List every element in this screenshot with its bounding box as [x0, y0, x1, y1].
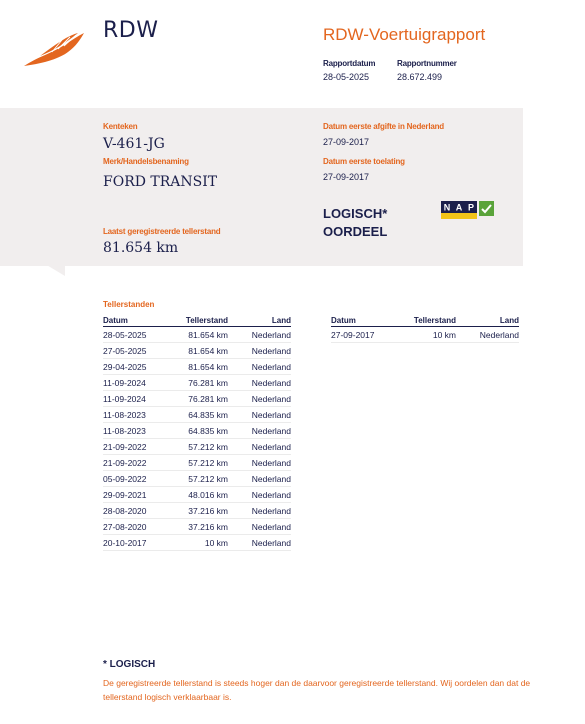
table-row	[103, 455, 291, 471]
table-row	[103, 503, 291, 519]
cell-odometer: 57.212 km	[173, 439, 228, 455]
cell-country: Nederland	[228, 535, 291, 551]
cell-country: Nederland	[228, 343, 291, 359]
odometer-table-right	[331, 315, 519, 343]
cell-date: 28-05-2025	[103, 327, 173, 343]
verdict-line-1: LOGISCH*	[323, 206, 388, 221]
kenteken-value: V-461-JG	[103, 136, 165, 152]
cell-odometer: 76.281 km	[173, 391, 228, 407]
cell-odometer: 76.281 km	[173, 375, 228, 391]
odometer-table-left	[103, 315, 291, 551]
cell-odometer: 81.654 km	[173, 327, 228, 343]
nap-letter-a: A	[455, 202, 463, 213]
cell-date: 11-08-2023	[103, 423, 173, 439]
table-row	[103, 423, 291, 439]
cell-date: 27-09-2017	[331, 327, 401, 343]
cell-country: Nederland	[228, 391, 291, 407]
cell-date: 20-10-2017	[103, 535, 173, 551]
table-row	[103, 535, 291, 551]
cell-country: Nederland	[228, 487, 291, 503]
cell-country: Nederland	[228, 519, 291, 535]
table-row	[103, 471, 291, 487]
nap-letter-n: N	[443, 202, 451, 213]
cell-odometer: 64.835 km	[173, 407, 228, 423]
odometer-section-title: Tellerstanden	[103, 300, 155, 309]
merk-value: FORD TRANSIT	[103, 174, 218, 190]
nap-logo-icon	[441, 201, 494, 221]
column-header-date: Datum	[331, 315, 401, 327]
cell-odometer: 81.654 km	[173, 359, 228, 375]
table-row	[103, 359, 291, 375]
cell-odometer: 37.216 km	[173, 503, 228, 519]
cell-country: Nederland	[228, 455, 291, 471]
footnote-title: * LOGISCH	[103, 659, 156, 670]
cell-country: Nederland	[456, 327, 519, 343]
report-title: RDW-Voertuigrapport	[323, 25, 486, 44]
cell-country: Nederland	[228, 503, 291, 519]
cell-date: 11-08-2023	[103, 407, 173, 423]
cell-date: 21-09-2022	[103, 439, 173, 455]
kenteken-label: Kenteken	[103, 122, 138, 131]
column-header-odometer: Tellerstand	[401, 315, 456, 327]
first-admission-value: 27-09-2017	[323, 172, 370, 182]
table-row	[103, 439, 291, 455]
cell-country: Nederland	[228, 423, 291, 439]
nap-letter-p: P	[467, 202, 475, 213]
table-header-row	[103, 315, 291, 327]
cell-odometer: 37.216 km	[173, 519, 228, 535]
report-number-value: 28.672.499	[397, 72, 443, 82]
first-issue-label: Datum eerste afgifte in Nederland	[323, 122, 444, 131]
table-row	[331, 327, 519, 343]
table-row	[103, 391, 291, 407]
vehicle-info-panel	[0, 108, 523, 266]
first-issue-value: 27-09-2017	[323, 137, 370, 147]
rdw-logo-icon	[22, 28, 88, 68]
table-row	[103, 519, 291, 535]
last-odometer-label: Laatst geregistreerde tellerstand	[103, 227, 221, 236]
report-number-label: Rapportnummer	[397, 59, 457, 68]
cell-country: Nederland	[228, 375, 291, 391]
cell-odometer: 64.835 km	[173, 423, 228, 439]
cell-odometer: 10 km	[401, 327, 456, 343]
cell-date: 11-09-2024	[103, 391, 173, 407]
verdict-line-2: OORDEEL	[323, 224, 388, 239]
column-header-country: Land	[228, 315, 291, 327]
column-header-date: Datum	[103, 315, 173, 327]
cell-date: 11-09-2024	[103, 375, 173, 391]
cell-odometer: 57.212 km	[173, 471, 228, 487]
cell-date: 29-04-2025	[103, 359, 173, 375]
column-header-odometer: Tellerstand	[173, 315, 228, 327]
cell-odometer: 57.212 km	[173, 455, 228, 471]
table-row	[103, 407, 291, 423]
report-date-label: Rapportdatum	[323, 59, 376, 68]
cell-odometer: 10 km	[173, 535, 228, 551]
panel-tail-decoration	[45, 264, 65, 276]
cell-date: 27-08-2020	[103, 519, 173, 535]
last-odometer-value: 81.654 km	[103, 240, 179, 256]
report-date-value: 28-05-2025	[323, 72, 370, 82]
column-header-country: Land	[456, 315, 519, 327]
merk-label: Merk/Handelsbenaming	[103, 157, 189, 166]
cell-date: 21-09-2022	[103, 455, 173, 471]
footnote-text: De geregistreerde tellerstand is steeds hoger dan de daarvoor geregistreerde tellerstand. Wij oordelen dan dat de tellerstand logisch verklaarbaar is.	[103, 678, 531, 702]
cell-date: 05-09-2022	[103, 471, 173, 487]
brand-name: RDW	[103, 18, 159, 43]
table-row	[103, 343, 291, 359]
cell-date: 28-08-2020	[103, 503, 173, 519]
cell-odometer: 48.016 km	[173, 487, 228, 503]
cell-country: Nederland	[228, 439, 291, 455]
cell-odometer: 81.654 km	[173, 343, 228, 359]
table-header-row	[331, 315, 519, 327]
table-row	[103, 487, 291, 503]
cell-country: Nederland	[228, 407, 291, 423]
cell-date: 27-05-2025	[103, 343, 173, 359]
verdict	[323, 205, 387, 241]
cell-country: Nederland	[228, 327, 291, 343]
cell-date: 29-09-2021	[103, 487, 173, 503]
cell-country: Nederland	[228, 359, 291, 375]
table-row	[103, 375, 291, 391]
table-row	[103, 327, 291, 343]
first-admission-label: Datum eerste toelating	[323, 157, 405, 166]
cell-country: Nederland	[228, 471, 291, 487]
